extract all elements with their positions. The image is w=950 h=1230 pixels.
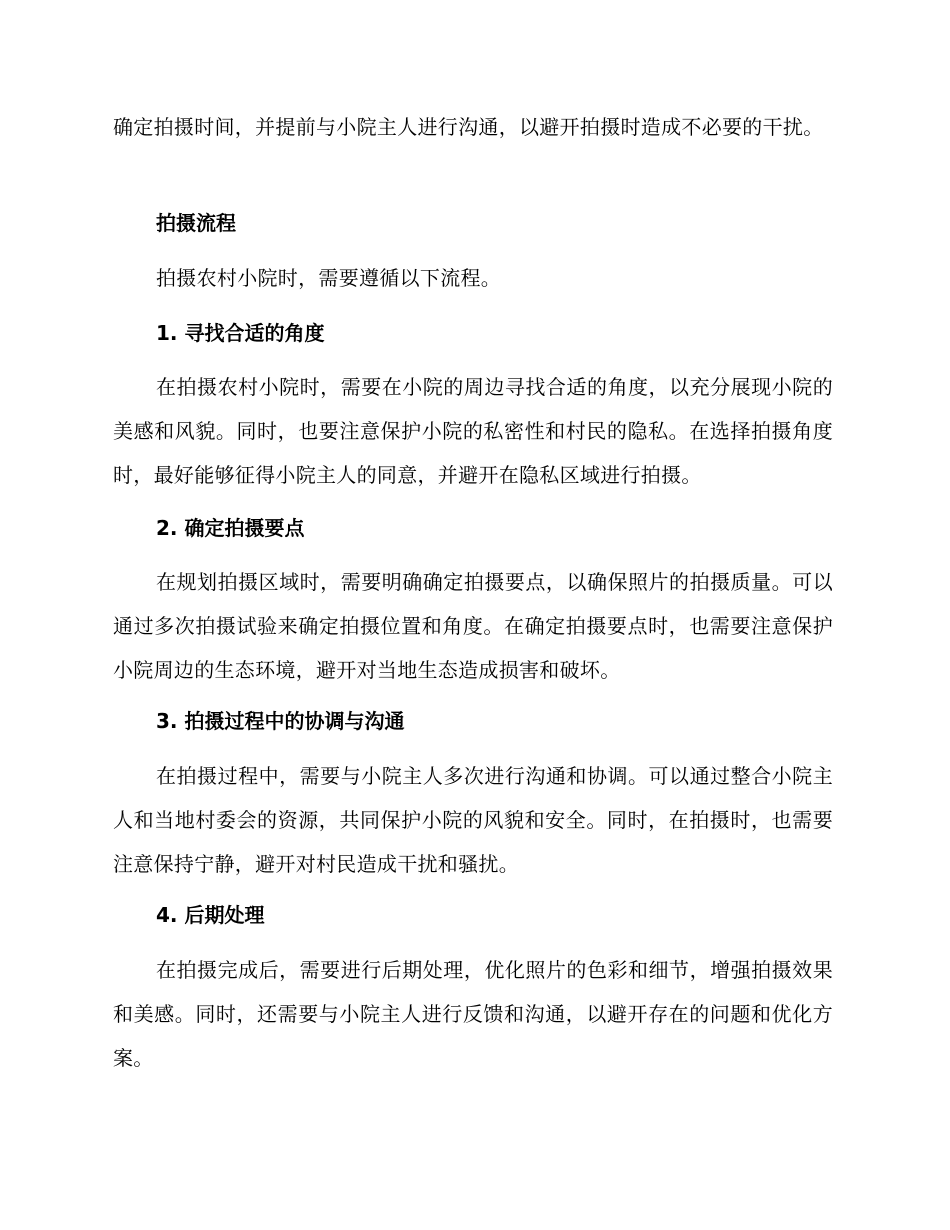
step-1-heading: 1. 寻找合适的角度: [156, 321, 325, 345]
step-4-heading: 4. 后期处理: [156, 903, 265, 927]
continuation-paragraph: 确定拍摄时间，并提前与小院主人进行沟通，以避开拍摄时造成不必要的干扰。: [113, 115, 824, 139]
step-2-paragraph: 在规划拍摄区域时，需要明确确定拍摄要点，以确保照片的拍摄质量。可以通过多次拍摄试验来确定拍摄位置和角度。在确定拍摄要点时，也需要注意保护小院周边的生态环境，避开对当地生态造成损害和破坏。: [113, 570, 833, 682]
step-3-paragraph: 在拍摄过程中，需要与小院主人多次进行沟通和协调。可以通过整合小院主人和当地村委会的资源，共同保护小院的风貌和安全。同时，在拍摄时，也需要注意保持宁静，避开对村民造成干扰和骚扰。: [113, 764, 833, 876]
section-title: 拍摄流程: [156, 211, 236, 235]
step-3-heading: 3. 拍摄过程中的协调与沟通: [156, 709, 405, 733]
step-2-heading: 2. 确定拍摄要点: [156, 516, 305, 540]
intro-paragraph: 拍摄农村小院时，需要遵循以下流程。: [156, 266, 502, 290]
step-1-paragraph: 在拍摄农村小院时，需要在小院的周边寻找合适的角度，以充分展现小院的美感和风貌。同时，也要注意保护小院的私密性和村民的隐私。在选择拍摄角度时，最好能够征得小院主人的同意，并避开在隐私区域进行拍摄。: [113, 375, 833, 487]
step-4-paragraph: 在拍摄完成后，需要进行后期处理，优化照片的色彩和细节，增强拍摄效果和美感。同时，还需要与小院主人进行反馈和沟通，以避开存在的问题和优化方案。: [113, 958, 833, 1070]
